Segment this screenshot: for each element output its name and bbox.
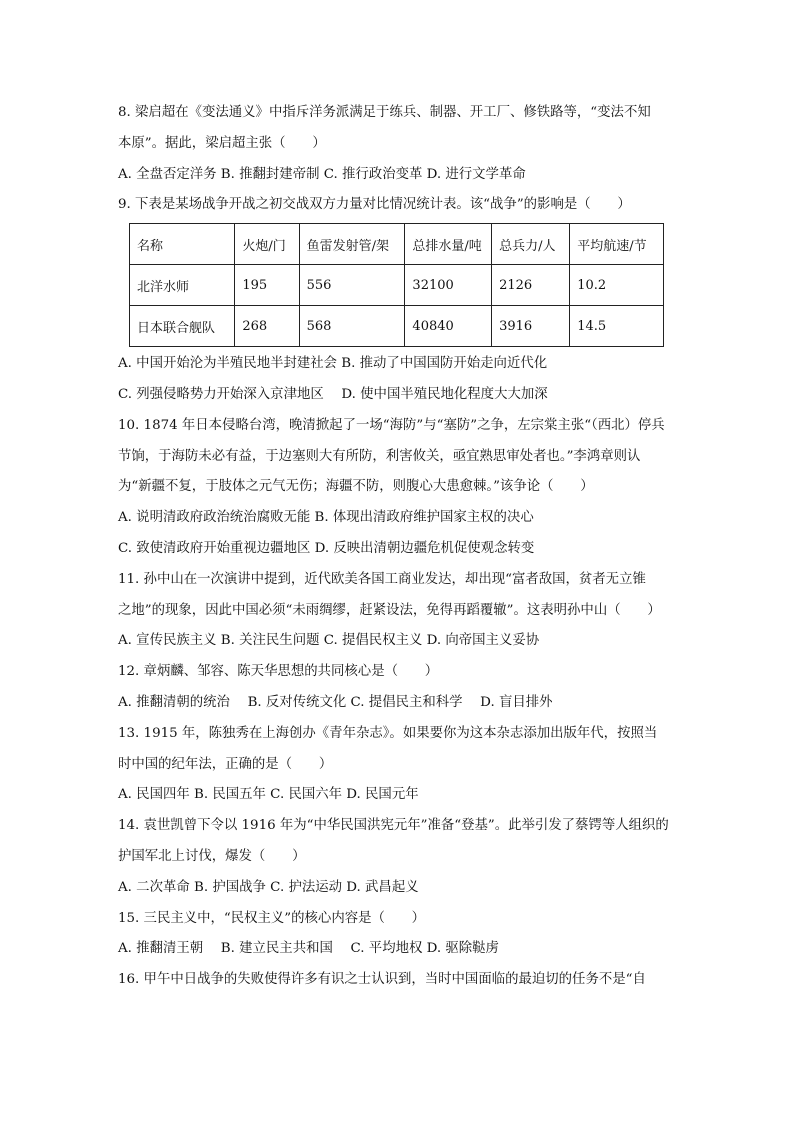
question-block [118, 719, 680, 811]
question-stem-line: 16. 甲午中日战争的失败使得许多有识之士认识到，当时中国面临的最迫切的任务不是“自 [118, 972, 646, 988]
table-cell: 日本联合舰队 [130, 306, 235, 347]
comparison-table [129, 223, 664, 347]
question-stem-line: 9. 下表是某场战争开战之初交战双方力量对比情况统计表。该“战争”的影响是（ ） [118, 197, 631, 213]
question-block [118, 190, 680, 410]
table-header-cell: 鱼雷发射管/架 [299, 224, 405, 265]
question-block [118, 411, 680, 565]
table-cell: 568 [299, 306, 405, 347]
table-cell: 195 [235, 265, 299, 306]
table-cell: 北洋水师 [130, 265, 235, 306]
answer-options-line: A. 二次革命 B. 护国战争 C. 护法运动 D. 武昌起义 [118, 879, 419, 895]
question-stem-line: 护国军北上讨伐，爆发（ ） [118, 848, 306, 864]
answer-options-line: C. 致使清政府开始重视边疆地区 D. 反映出清朝边疆危机促使观念转变 [118, 540, 535, 556]
question-block [118, 965, 680, 996]
answer-options-line: A. 说明清政府政治统治腐败无能 B. 体现出清政府维护国家主权的决心 [118, 510, 534, 526]
table-cell: 2126 [492, 265, 570, 306]
table-cell: 268 [235, 306, 299, 347]
table-cell: 14.5 [570, 306, 664, 347]
question-stem-line: 为“新疆不复，于肢体之元气无伤；海疆不防，则腹心大患愈棘。”该争论（ ） [118, 479, 594, 495]
question-stem-line: 本原”。据此，梁启超主张（ ） [118, 135, 326, 151]
table-header-row [130, 224, 664, 265]
table-cell: 3916 [492, 306, 570, 347]
question-block [118, 811, 680, 903]
answer-options-line: A. 宣传民族主义 B. 关注民生问题 C. 提倡民权主义 D. 向帝国主义妥协 [118, 633, 540, 649]
answer-options-line: A. 民国四年 B. 民国五年 C. 民国六年 D. 民国元年 [118, 787, 419, 803]
question-block [118, 98, 680, 190]
answer-options-line: A. 中国开始沦为半殖民地半封建社会 B. 推动了中国国防开始走向近代化 [118, 356, 548, 372]
table-cell: 10.2 [570, 265, 664, 306]
answer-options-line: A. 推翻清朝的统治 B. 反对传统文化 C. 提倡民主和科学 D. 盲目排外 [118, 694, 553, 710]
question-list [118, 98, 680, 996]
question-block [118, 904, 680, 966]
answer-options-line: A. 全盘否定洋务 B. 推翻封建帝制 C. 推行政治变革 D. 进行文学革命 [118, 166, 526, 182]
question-stem-line: 13. 1915 年，陈独秀在上海创办《青年杂志》。如果要你为这本杂志添加出版年代，按照当 [118, 725, 658, 741]
table-header-cell: 总排水量/吨 [405, 224, 492, 265]
question-stem-line: 11. 孙中山在一次演讲中提到，近代欧美各国工商业发达，却出现“富者敌国，贫者无立锥 [118, 571, 646, 587]
question-stem-line: 之地”的现象，因此中国必须“未雨绸缪，赶紧设法，免得再蹈覆辙”。这表明孙中山（ ） [118, 602, 661, 618]
table-row [130, 306, 664, 347]
table-cell: 32100 [405, 265, 492, 306]
question-stem-line: 15. 三民主义中，“民权主义”的核心内容是（ ） [118, 910, 426, 926]
question-stem-line: 节饷，于海防未必有益，于边塞则大有所防，利害攸关，亟宜熟思审处者也。”李鸿章则认 [118, 448, 641, 464]
question-stem-line: 14. 袁世凯曾下令以 1916 年为“中华民国洪宪元年”准备“登基”。此举引发了蔡锷等人组织的 [118, 818, 669, 834]
question-block [118, 565, 680, 657]
answer-options-line: A. 推翻清王朝 B. 建立民主共和国 C. 平均地权 D. 驱除鞑虏 [118, 941, 499, 957]
question-block [118, 657, 680, 719]
question-stem-line: 时中国的纪年法，正确的是（ ） [118, 756, 333, 772]
question-stem-line: 12. 章炳麟、邹容、陈天华思想的共同核心是（ ） [118, 664, 439, 680]
table-header-cell: 火炮/门 [235, 224, 299, 265]
table-cell: 556 [299, 265, 405, 306]
question-stem-line: 8. 梁启超在《变法通义》中指斥洋务派满足于练兵、制器、开工厂、修铁路等，“变法不知 [118, 105, 651, 120]
table-header-cell: 名称 [130, 224, 235, 265]
table-row [130, 265, 664, 306]
question-stem-line: 10. 1874 年日本侵略台湾，晚清掀起了一场“海防”与“塞防”之争，左宗棠主张“（西北）停兵 [118, 417, 665, 433]
table-header-cell: 平均航速/节 [570, 224, 664, 265]
answer-options-line: C. 列强侵略势力开始深入京津地区 D. 使中国半殖民地化程度大大加深 [118, 386, 548, 402]
table-cell: 40840 [405, 306, 492, 347]
table-header-cell: 总兵力/人 [492, 224, 570, 265]
